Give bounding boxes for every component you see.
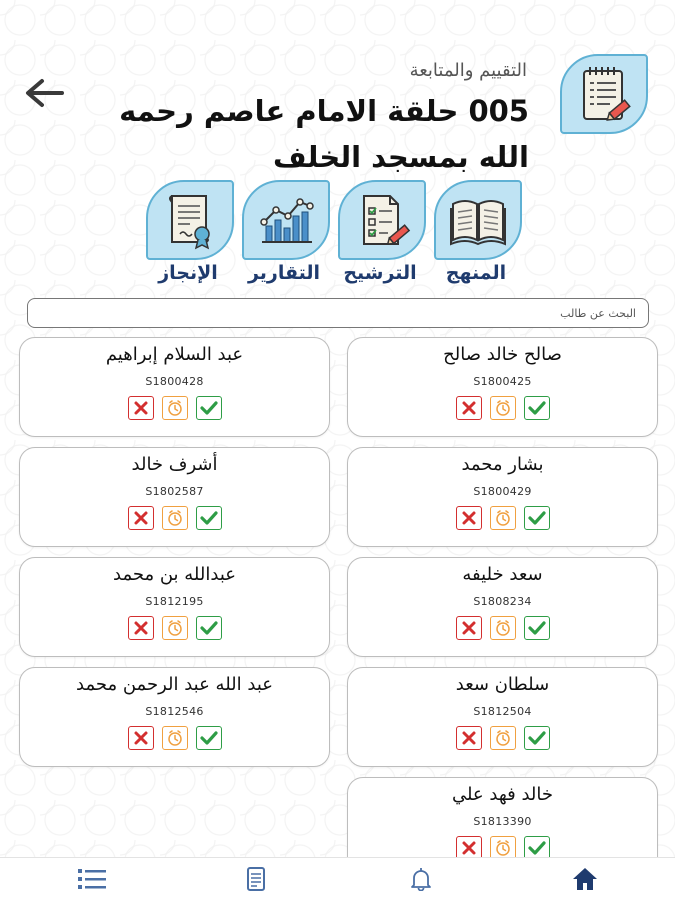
certificate-icon (160, 190, 220, 250)
student-card[interactable] (347, 337, 658, 437)
clock-icon (494, 399, 512, 417)
student-name: عبد السلام إبراهيم (105, 344, 244, 365)
attendance-actions (20, 616, 329, 640)
mark-late-button[interactable] (162, 726, 188, 750)
student-name: عبدالله بن محمد (113, 564, 236, 585)
mark-late-button[interactable] (162, 396, 188, 420)
mark-late-button[interactable] (162, 616, 188, 640)
student-name: صالح خالد صالح (443, 344, 562, 365)
x-icon (461, 730, 477, 746)
back-arrow-icon[interactable] (22, 76, 66, 110)
mark-present-button[interactable] (524, 506, 550, 530)
mark-absent-button[interactable] (128, 726, 154, 750)
student-id: S1808234 (473, 595, 532, 608)
x-icon (133, 620, 149, 636)
check-icon (200, 730, 218, 746)
student-name: سلطان سعد (455, 674, 550, 695)
mark-present-button[interactable] (196, 506, 222, 530)
mark-absent-button[interactable] (456, 396, 482, 420)
mark-absent-button[interactable] (456, 506, 482, 530)
clock-icon (494, 619, 512, 637)
mark-late-button[interactable] (490, 396, 516, 420)
student-card[interactable] (19, 337, 330, 437)
x-icon (461, 620, 477, 636)
mark-present-button[interactable] (196, 726, 222, 750)
mark-present-button[interactable] (524, 726, 550, 750)
x-icon (133, 400, 149, 416)
tile-label-achievement: الإنجاز (158, 262, 218, 284)
clock-icon (494, 729, 512, 747)
clock-icon (166, 399, 184, 417)
student-name: عبد الله عبد الرحمن محمد (76, 674, 273, 695)
tile-label-reports: التقارير (247, 262, 321, 284)
clock-icon (166, 509, 184, 527)
attendance-actions (20, 726, 329, 750)
student-card[interactable] (19, 557, 330, 657)
x-icon (461, 400, 477, 416)
mark-late-button[interactable] (162, 506, 188, 530)
mark-absent-button[interactable] (128, 506, 154, 530)
check-icon (528, 400, 546, 416)
bottom-navigation (0, 857, 675, 900)
student-card[interactable] (19, 447, 330, 547)
student-id: S1813390 (473, 815, 532, 828)
document-icon[interactable] (241, 866, 271, 892)
page-subtitle: التقييم والمتابعة (409, 60, 527, 81)
list-icon[interactable] (77, 866, 107, 892)
mark-present-button[interactable] (196, 396, 222, 420)
student-name: أشرف خالد (131, 454, 218, 475)
attendance-actions (348, 396, 657, 420)
page-title: 005 حلقة الامام عاصم رحمه الله بمسجد الخلف (119, 94, 529, 174)
check-icon (528, 840, 546, 856)
student-id: S1812195 (145, 595, 204, 608)
attendance-actions (20, 396, 329, 420)
tile-reports[interactable] (242, 180, 330, 260)
bell-icon[interactable] (406, 866, 436, 892)
check-icon (528, 510, 546, 526)
check-icon (200, 510, 218, 526)
notebook-icon (560, 54, 648, 134)
checklist-icon (352, 190, 412, 250)
student-id: S1802587 (145, 485, 204, 498)
check-icon (200, 620, 218, 636)
mark-absent-button[interactable] (128, 616, 154, 640)
mark-late-button[interactable] (490, 506, 516, 530)
mark-present-button[interactable] (524, 616, 550, 640)
x-icon (461, 840, 477, 856)
chart-icon (254, 192, 318, 248)
student-name: خالد فهد علي (451, 784, 554, 805)
tile-label-nomination: الترشيح (343, 262, 417, 284)
tile-nomination[interactable] (338, 180, 426, 260)
student-card[interactable] (347, 557, 658, 657)
student-search-input[interactable] (27, 298, 649, 328)
tile-achievement[interactable] (146, 180, 234, 260)
x-icon (133, 510, 149, 526)
clock-icon (494, 509, 512, 527)
mark-present-button[interactable] (196, 616, 222, 640)
mark-absent-button[interactable] (128, 396, 154, 420)
x-icon (133, 730, 149, 746)
check-icon (528, 620, 546, 636)
mark-absent-button[interactable] (456, 616, 482, 640)
student-name: بشار محمد (461, 454, 544, 475)
clock-icon (494, 839, 512, 857)
student-id: S1800429 (473, 485, 532, 498)
mark-absent-button[interactable] (456, 726, 482, 750)
clock-icon (166, 619, 184, 637)
student-id: S1800425 (473, 375, 532, 388)
student-id: S1812546 (145, 705, 204, 718)
book-icon (447, 192, 509, 248)
mark-late-button[interactable] (490, 616, 516, 640)
student-card[interactable] (347, 667, 658, 767)
home-icon[interactable] (570, 866, 600, 892)
tile-curriculum[interactable] (434, 180, 522, 260)
attendance-actions (20, 506, 329, 530)
x-icon (461, 510, 477, 526)
student-card[interactable] (347, 447, 658, 547)
check-icon (200, 400, 218, 416)
attendance-actions (348, 506, 657, 530)
student-card[interactable] (19, 667, 330, 767)
attendance-actions (348, 616, 657, 640)
mark-late-button[interactable] (490, 726, 516, 750)
check-icon (528, 730, 546, 746)
student-id: S1800428 (145, 375, 204, 388)
student-name: سعد خليفه (462, 564, 543, 585)
attendance-actions (348, 726, 657, 750)
mark-present-button[interactable] (524, 396, 550, 420)
tile-label-curriculum: المنهج (445, 262, 507, 284)
student-id: S1812504 (473, 705, 532, 718)
clock-icon (166, 729, 184, 747)
